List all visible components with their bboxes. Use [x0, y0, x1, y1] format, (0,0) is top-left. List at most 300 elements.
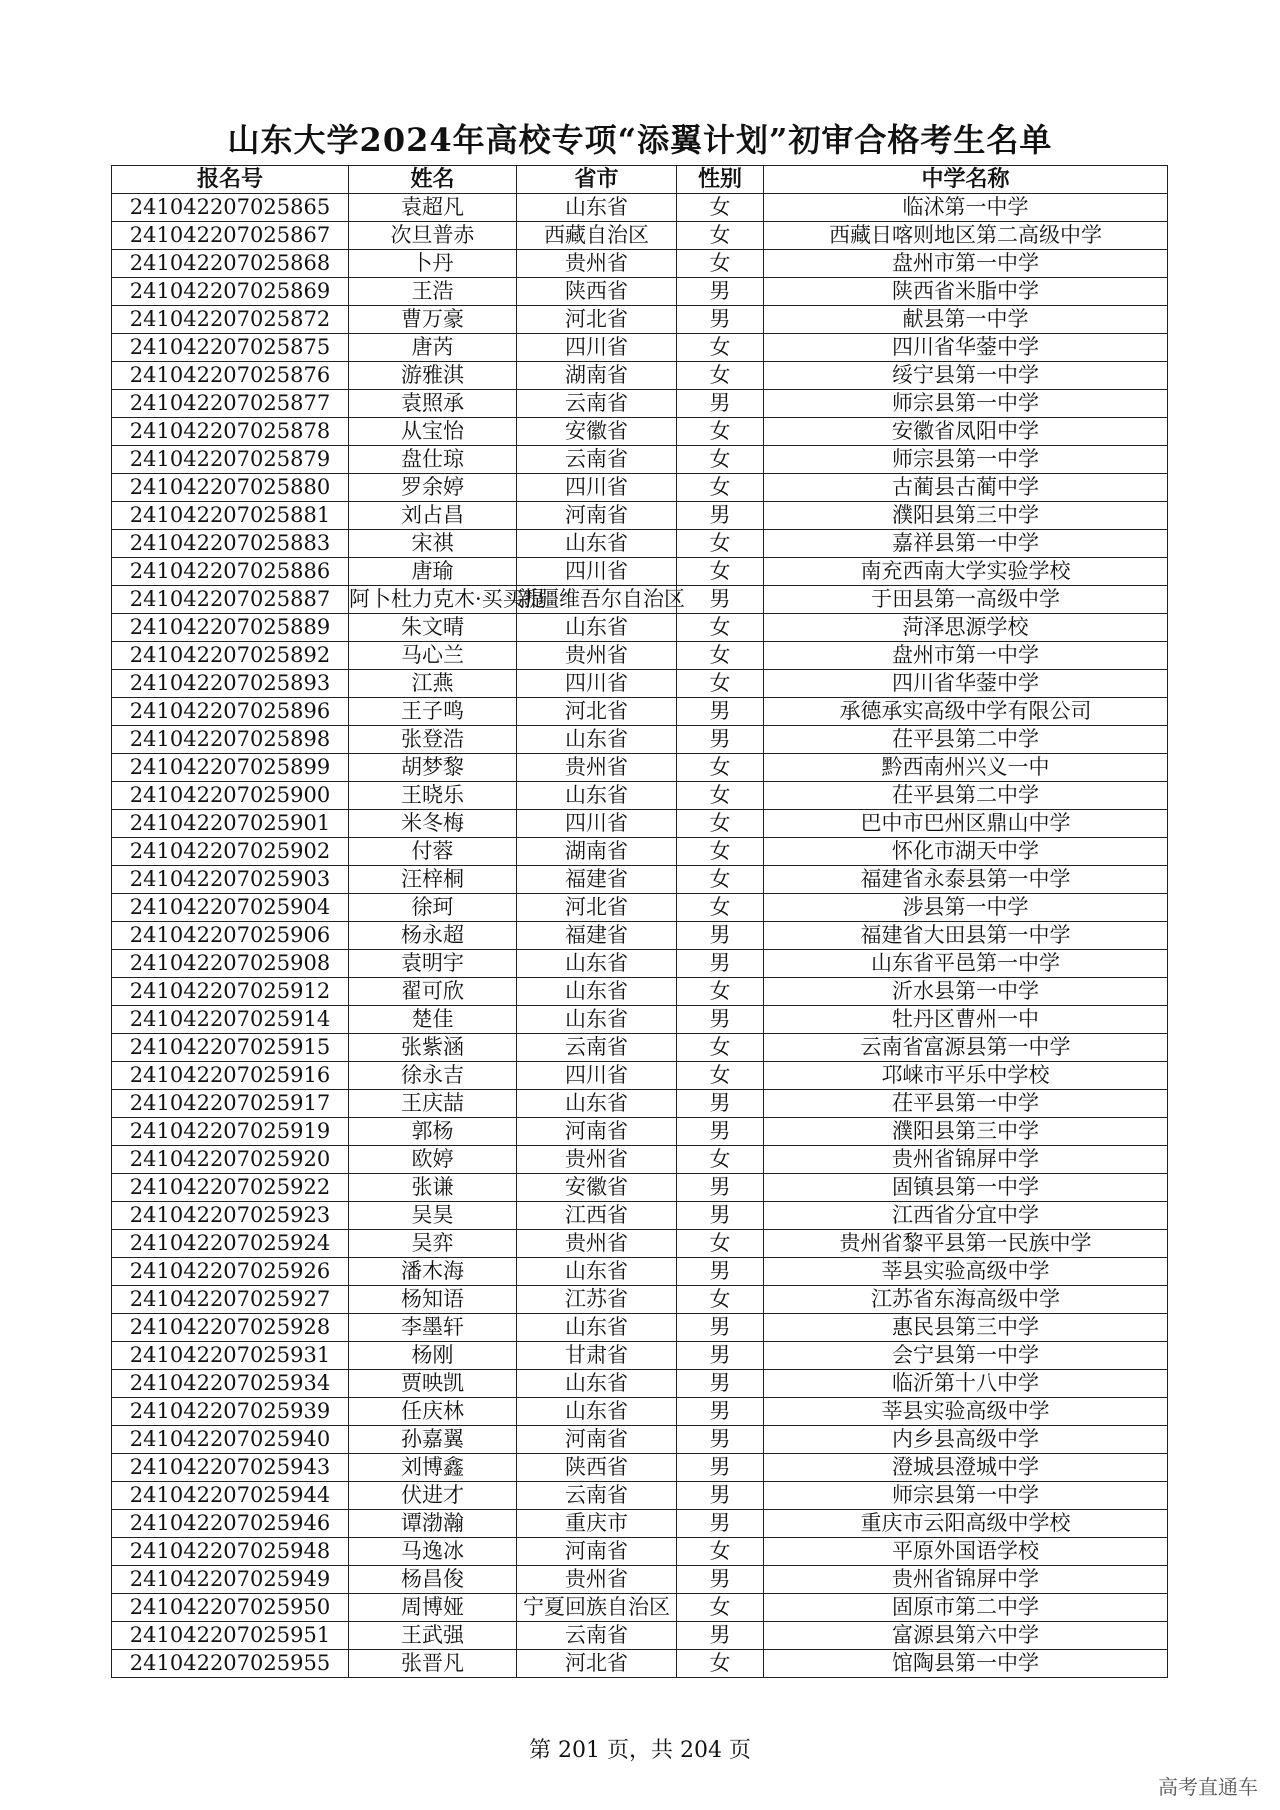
province-cell: 重庆市: [517, 1510, 677, 1538]
school-cell: 固原市第二中学: [764, 1594, 1168, 1622]
school-cell: 惠民县第三中学: [764, 1314, 1168, 1342]
table-row: [112, 1398, 1168, 1426]
province-cell: 河北省: [517, 894, 677, 922]
name-cell: 王子鸣: [349, 698, 517, 726]
school-cell: 献县第一中学: [764, 306, 1168, 334]
table-row: [112, 894, 1168, 922]
table-row: [112, 838, 1168, 866]
school-cell: 茌平县第二中学: [764, 726, 1168, 754]
school-cell: 莘县实验高级中学: [764, 1258, 1168, 1286]
table-row: [112, 502, 1168, 530]
column-header-school: 中学名称: [764, 166, 1168, 194]
school-cell: 固镇县第一中学: [764, 1174, 1168, 1202]
province-cell: 西藏自治区: [517, 222, 677, 250]
name-cell: 李墨轩: [349, 1314, 517, 1342]
name-cell: 付蓉: [349, 838, 517, 866]
name-cell: 王庆喆: [349, 1090, 517, 1118]
gender-cell: 男: [677, 1426, 764, 1454]
registration-no-cell: 241042207025946: [112, 1510, 349, 1538]
registration-no-cell: 241042207025867: [112, 222, 349, 250]
school-cell: 临沭第一中学: [764, 194, 1168, 222]
gender-cell: 男: [677, 1202, 764, 1230]
gender-cell: 男: [677, 1398, 764, 1426]
province-cell: 云南省: [517, 1622, 677, 1650]
gender-cell: 男: [677, 950, 764, 978]
name-cell: 周博娅: [349, 1594, 517, 1622]
registration-no-cell: 241042207025934: [112, 1370, 349, 1398]
school-cell: 四川省华蓥中学: [764, 334, 1168, 362]
table-row: [112, 1062, 1168, 1090]
table-row: [112, 1118, 1168, 1146]
name-cell: 阿卜杜力克木·买买提: [349, 586, 517, 614]
school-cell: 临沂第十八中学: [764, 1370, 1168, 1398]
school-cell: 馆陶县第一中学: [764, 1650, 1168, 1678]
province-cell: 湖南省: [517, 838, 677, 866]
name-cell: 吴昊: [349, 1202, 517, 1230]
school-cell: 贵州省锦屏中学: [764, 1146, 1168, 1174]
name-cell: 张紫涵: [349, 1034, 517, 1062]
registration-no-cell: 241042207025920: [112, 1146, 349, 1174]
school-cell: 西藏日喀则地区第二高级中学: [764, 222, 1168, 250]
school-cell: 内乡县高级中学: [764, 1426, 1168, 1454]
table-row: [112, 670, 1168, 698]
name-cell: 吴弈: [349, 1230, 517, 1258]
school-cell: 平原外国语学校: [764, 1538, 1168, 1566]
registration-no-cell: 241042207025898: [112, 726, 349, 754]
table-row: [112, 1650, 1168, 1678]
registration-no-cell: 241042207025889: [112, 614, 349, 642]
province-cell: 山东省: [517, 614, 677, 642]
page-footer: 第 201 页，共 204 页: [529, 1738, 751, 1763]
table-row: [112, 194, 1168, 222]
name-cell: 杨昌俊: [349, 1566, 517, 1594]
table-row: [112, 1202, 1168, 1230]
registration-no-cell: 241042207025939: [112, 1398, 349, 1426]
gender-cell: 男: [677, 278, 764, 306]
school-cell: 云南省富源县第一中学: [764, 1034, 1168, 1062]
name-cell: 盘仕琼: [349, 446, 517, 474]
name-cell: 杨永超: [349, 922, 517, 950]
candidate-table: [111, 165, 1168, 1678]
province-cell: 安徽省: [517, 1174, 677, 1202]
gender-cell: 女: [677, 558, 764, 586]
table-row: [112, 1454, 1168, 1482]
registration-no-cell: 241042207025881: [112, 502, 349, 530]
school-cell: 邛崃市平乐中学校: [764, 1062, 1168, 1090]
province-cell: 贵州省: [517, 1566, 677, 1594]
name-cell: 唐瑜: [349, 558, 517, 586]
province-cell: 江西省: [517, 1202, 677, 1230]
table-row: [112, 1090, 1168, 1118]
table-row: [112, 1538, 1168, 1566]
school-cell: 师宗县第一中学: [764, 446, 1168, 474]
registration-no-cell: 241042207025865: [112, 194, 349, 222]
watermark: 高考直通车: [1158, 1775, 1258, 1799]
name-cell: 卜丹: [349, 250, 517, 278]
registration-no-cell: 241042207025892: [112, 642, 349, 670]
school-cell: 山东省平邑第一中学: [764, 950, 1168, 978]
province-cell: 山东省: [517, 1006, 677, 1034]
province-cell: 福建省: [517, 866, 677, 894]
registration-no-cell: 241042207025887: [112, 586, 349, 614]
registration-no-cell: 241042207025917: [112, 1090, 349, 1118]
registration-no-cell: 241042207025926: [112, 1258, 349, 1286]
table-row: [112, 922, 1168, 950]
province-cell: 山东省: [517, 1314, 677, 1342]
name-cell: 马心兰: [349, 642, 517, 670]
name-cell: 王浩: [349, 278, 517, 306]
registration-no-cell: 241042207025906: [112, 922, 349, 950]
registration-no-cell: 241042207025915: [112, 1034, 349, 1062]
gender-cell: 女: [677, 810, 764, 838]
table-row: [112, 726, 1168, 754]
province-cell: 河北省: [517, 1650, 677, 1678]
table-row: [112, 1146, 1168, 1174]
registration-no-cell: 241042207025904: [112, 894, 349, 922]
gender-cell: 女: [677, 754, 764, 782]
table-row: [112, 1370, 1168, 1398]
registration-no-cell: 241042207025923: [112, 1202, 349, 1230]
gender-cell: 女: [677, 362, 764, 390]
registration-no-cell: 241042207025927: [112, 1286, 349, 1314]
province-cell: 山东省: [517, 782, 677, 810]
registration-no-cell: 241042207025868: [112, 250, 349, 278]
school-cell: 承德承实高级中学有限公司: [764, 698, 1168, 726]
school-cell: 沂水县第一中学: [764, 978, 1168, 1006]
column-header-province: 省市: [517, 166, 677, 194]
table-row: [112, 1594, 1168, 1622]
province-cell: 安徽省: [517, 418, 677, 446]
school-cell: 师宗县第一中学: [764, 1482, 1168, 1510]
gender-cell: 女: [677, 1230, 764, 1258]
table-row: [112, 614, 1168, 642]
province-cell: 山东省: [517, 950, 677, 978]
gender-cell: 女: [677, 1286, 764, 1314]
table-row: [112, 866, 1168, 894]
name-cell: 汪梓桐: [349, 866, 517, 894]
registration-no-cell: 241042207025948: [112, 1538, 349, 1566]
gender-cell: 女: [677, 222, 764, 250]
school-cell: 黔西南州兴义一中: [764, 754, 1168, 782]
school-cell: 富源县第六中学: [764, 1622, 1168, 1650]
gender-cell: 女: [677, 474, 764, 502]
province-cell: 贵州省: [517, 1146, 677, 1174]
school-cell: 濮阳县第三中学: [764, 502, 1168, 530]
school-cell: 师宗县第一中学: [764, 390, 1168, 418]
gender-cell: 男: [677, 726, 764, 754]
gender-cell: 男: [677, 306, 764, 334]
name-cell: 刘占昌: [349, 502, 517, 530]
gender-cell: 女: [677, 642, 764, 670]
registration-no-cell: 241042207025879: [112, 446, 349, 474]
table-row: [112, 1006, 1168, 1034]
name-cell: 郭杨: [349, 1118, 517, 1146]
gender-cell: 男: [677, 390, 764, 418]
gender-cell: 女: [677, 418, 764, 446]
name-cell: 袁明宇: [349, 950, 517, 978]
name-cell: 马逸冰: [349, 1538, 517, 1566]
column-header-registration-no: 报名号: [112, 166, 349, 194]
name-cell: 任庆林: [349, 1398, 517, 1426]
province-cell: 山东省: [517, 530, 677, 558]
name-cell: 徐珂: [349, 894, 517, 922]
table-row: [112, 978, 1168, 1006]
province-cell: 宁夏回族自治区: [517, 1594, 677, 1622]
name-cell: 米冬梅: [349, 810, 517, 838]
school-cell: 牡丹区曹州一中: [764, 1006, 1168, 1034]
registration-no-cell: 241042207025896: [112, 698, 349, 726]
province-cell: 云南省: [517, 390, 677, 418]
table-row: [112, 362, 1168, 390]
school-cell: 巴中市巴州区鼎山中学: [764, 810, 1168, 838]
name-cell: 唐芮: [349, 334, 517, 362]
province-cell: 云南省: [517, 1482, 677, 1510]
table-row: [112, 250, 1168, 278]
school-cell: 陕西省米脂中学: [764, 278, 1168, 306]
province-cell: 山东省: [517, 978, 677, 1006]
registration-no-cell: 241042207025899: [112, 754, 349, 782]
province-cell: 新疆维吾尔自治区: [517, 586, 677, 614]
registration-no-cell: 241042207025912: [112, 978, 349, 1006]
table-row: [112, 1566, 1168, 1594]
school-cell: 南充西南大学实验学校: [764, 558, 1168, 586]
school-cell: 茌平县第二中学: [764, 782, 1168, 810]
gender-cell: 男: [677, 1370, 764, 1398]
school-cell: 嘉祥县第一中学: [764, 530, 1168, 558]
table-header-row: [112, 166, 1168, 194]
table-row: [112, 446, 1168, 474]
registration-no-cell: 241042207025940: [112, 1426, 349, 1454]
gender-cell: 男: [677, 1566, 764, 1594]
column-header-gender: 性别: [677, 166, 764, 194]
school-cell: 莘县实验高级中学: [764, 1398, 1168, 1426]
school-cell: 福建省永泰县第一中学: [764, 866, 1168, 894]
gender-cell: 男: [677, 1510, 764, 1538]
province-cell: 山东省: [517, 1258, 677, 1286]
registration-no-cell: 241042207025931: [112, 1342, 349, 1370]
gender-cell: 男: [677, 586, 764, 614]
school-cell: 茌平县第一中学: [764, 1090, 1168, 1118]
name-cell: 王武强: [349, 1622, 517, 1650]
province-cell: 贵州省: [517, 250, 677, 278]
name-cell: 张登浩: [349, 726, 517, 754]
registration-no-cell: 241042207025928: [112, 1314, 349, 1342]
province-cell: 山东省: [517, 1398, 677, 1426]
province-cell: 陕西省: [517, 278, 677, 306]
gender-cell: 女: [677, 446, 764, 474]
table-row: [112, 1174, 1168, 1202]
gender-cell: 男: [677, 1118, 764, 1146]
table-row: [112, 810, 1168, 838]
province-cell: 河南省: [517, 1426, 677, 1454]
registration-no-cell: 241042207025886: [112, 558, 349, 586]
name-cell: 胡梦黎: [349, 754, 517, 782]
gender-cell: 男: [677, 922, 764, 950]
registration-no-cell: 241042207025951: [112, 1622, 349, 1650]
table-row: [112, 558, 1168, 586]
province-cell: 河北省: [517, 698, 677, 726]
province-cell: 山东省: [517, 194, 677, 222]
province-cell: 陕西省: [517, 1454, 677, 1482]
registration-no-cell: 241042207025916: [112, 1062, 349, 1090]
registration-no-cell: 241042207025878: [112, 418, 349, 446]
province-cell: 河南省: [517, 1538, 677, 1566]
school-cell: 会宁县第一中学: [764, 1342, 1168, 1370]
table-row: [112, 1622, 1168, 1650]
table-row: [112, 1426, 1168, 1454]
name-cell: 翟可欣: [349, 978, 517, 1006]
table-row: [112, 1230, 1168, 1258]
table-row: [112, 698, 1168, 726]
province-cell: 四川省: [517, 474, 677, 502]
school-cell: 古蔺县古蔺中学: [764, 474, 1168, 502]
registration-no-cell: 241042207025876: [112, 362, 349, 390]
name-cell: 贾映凯: [349, 1370, 517, 1398]
province-cell: 山东省: [517, 1090, 677, 1118]
table-row: [112, 474, 1168, 502]
gender-cell: 男: [677, 1482, 764, 1510]
name-cell: 袁照承: [349, 390, 517, 418]
gender-cell: 男: [677, 1454, 764, 1482]
gender-cell: 女: [677, 334, 764, 362]
registration-no-cell: 241042207025914: [112, 1006, 349, 1034]
table-row: [112, 1258, 1168, 1286]
gender-cell: 女: [677, 194, 764, 222]
school-cell: 安徽省凤阳中学: [764, 418, 1168, 446]
gender-cell: 女: [677, 1650, 764, 1678]
name-cell: 从宝怡: [349, 418, 517, 446]
school-cell: 江苏省东海高级中学: [764, 1286, 1168, 1314]
province-cell: 四川省: [517, 810, 677, 838]
table-row: [112, 1510, 1168, 1538]
school-cell: 绥宁县第一中学: [764, 362, 1168, 390]
name-cell: 伏进才: [349, 1482, 517, 1510]
table-row: [112, 1314, 1168, 1342]
gender-cell: 女: [677, 670, 764, 698]
province-cell: 云南省: [517, 1034, 677, 1062]
registration-no-cell: 241042207025900: [112, 782, 349, 810]
name-cell: 曹万豪: [349, 306, 517, 334]
registration-no-cell: 241042207025869: [112, 278, 349, 306]
registration-no-cell: 241042207025902: [112, 838, 349, 866]
province-cell: 湖南省: [517, 362, 677, 390]
gender-cell: 男: [677, 502, 764, 530]
province-cell: 四川省: [517, 334, 677, 362]
name-cell: 徐永吉: [349, 1062, 517, 1090]
registration-no-cell: 241042207025872: [112, 306, 349, 334]
table-row: [112, 306, 1168, 334]
gender-cell: 女: [677, 1062, 764, 1090]
school-cell: 盘州市第一中学: [764, 642, 1168, 670]
name-cell: 张晋凡: [349, 1650, 517, 1678]
province-cell: 贵州省: [517, 754, 677, 782]
name-cell: 谭渤瀚: [349, 1510, 517, 1538]
gender-cell: 女: [677, 894, 764, 922]
name-cell: 张谦: [349, 1174, 517, 1202]
registration-no-cell: 241042207025883: [112, 530, 349, 558]
gender-cell: 男: [677, 1342, 764, 1370]
school-cell: 福建省大田县第一中学: [764, 922, 1168, 950]
registration-no-cell: 241042207025880: [112, 474, 349, 502]
registration-no-cell: 241042207025950: [112, 1594, 349, 1622]
table-row: [112, 642, 1168, 670]
registration-no-cell: 241042207025955: [112, 1650, 349, 1678]
registration-no-cell: 241042207025922: [112, 1174, 349, 1202]
gender-cell: 男: [677, 1090, 764, 1118]
province-cell: 四川省: [517, 558, 677, 586]
name-cell: 杨刚: [349, 1342, 517, 1370]
table-row: [112, 530, 1168, 558]
gender-cell: 女: [677, 614, 764, 642]
table-row: [112, 1482, 1168, 1510]
gender-cell: 男: [677, 698, 764, 726]
name-cell: 杨知语: [349, 1286, 517, 1314]
page-title: 山东大学2024年高校专项“添翼计划”初审合格考生名单: [227, 121, 1053, 159]
name-cell: 宋祺: [349, 530, 517, 558]
school-cell: 重庆市云阳高级中学校: [764, 1510, 1168, 1538]
province-cell: 四川省: [517, 1062, 677, 1090]
province-cell: 山东省: [517, 726, 677, 754]
province-cell: 贵州省: [517, 642, 677, 670]
table-row: [112, 586, 1168, 614]
gender-cell: 女: [677, 1034, 764, 1062]
gender-cell: 女: [677, 250, 764, 278]
name-cell: 袁超凡: [349, 194, 517, 222]
school-cell: 四川省华蓥中学: [764, 670, 1168, 698]
province-cell: 福建省: [517, 922, 677, 950]
province-cell: 江苏省: [517, 1286, 677, 1314]
school-cell: 贵州省锦屏中学: [764, 1566, 1168, 1594]
gender-cell: 女: [677, 838, 764, 866]
province-cell: 云南省: [517, 446, 677, 474]
table-row: [112, 418, 1168, 446]
gender-cell: 女: [677, 1594, 764, 1622]
school-cell: 濮阳县第三中学: [764, 1118, 1168, 1146]
school-cell: 于田县第一高级中学: [764, 586, 1168, 614]
name-cell: 王晓乐: [349, 782, 517, 810]
school-cell: 澄城县澄城中学: [764, 1454, 1168, 1482]
table-row: [112, 950, 1168, 978]
school-cell: 江西省分宜中学: [764, 1202, 1168, 1230]
table-row: [112, 1286, 1168, 1314]
registration-no-cell: 241042207025908: [112, 950, 349, 978]
column-header-name: 姓名: [349, 166, 517, 194]
registration-no-cell: 241042207025924: [112, 1230, 349, 1258]
gender-cell: 女: [677, 1538, 764, 1566]
province-cell: 贵州省: [517, 1230, 677, 1258]
gender-cell: 女: [677, 782, 764, 810]
registration-no-cell: 241042207025903: [112, 866, 349, 894]
table-row: [112, 782, 1168, 810]
gender-cell: 男: [677, 1622, 764, 1650]
province-cell: 甘肃省: [517, 1342, 677, 1370]
gender-cell: 女: [677, 1146, 764, 1174]
name-cell: 朱文晴: [349, 614, 517, 642]
table-row: [112, 1034, 1168, 1062]
name-cell: 次旦普赤: [349, 222, 517, 250]
name-cell: 江燕: [349, 670, 517, 698]
registration-no-cell: 241042207025919: [112, 1118, 349, 1146]
table-row: [112, 754, 1168, 782]
registration-no-cell: 241042207025901: [112, 810, 349, 838]
province-cell: 河北省: [517, 306, 677, 334]
name-cell: 楚佳: [349, 1006, 517, 1034]
province-cell: 山东省: [517, 1370, 677, 1398]
gender-cell: 女: [677, 978, 764, 1006]
name-cell: 罗余婷: [349, 474, 517, 502]
registration-no-cell: 241042207025943: [112, 1454, 349, 1482]
table-row: [112, 222, 1168, 250]
